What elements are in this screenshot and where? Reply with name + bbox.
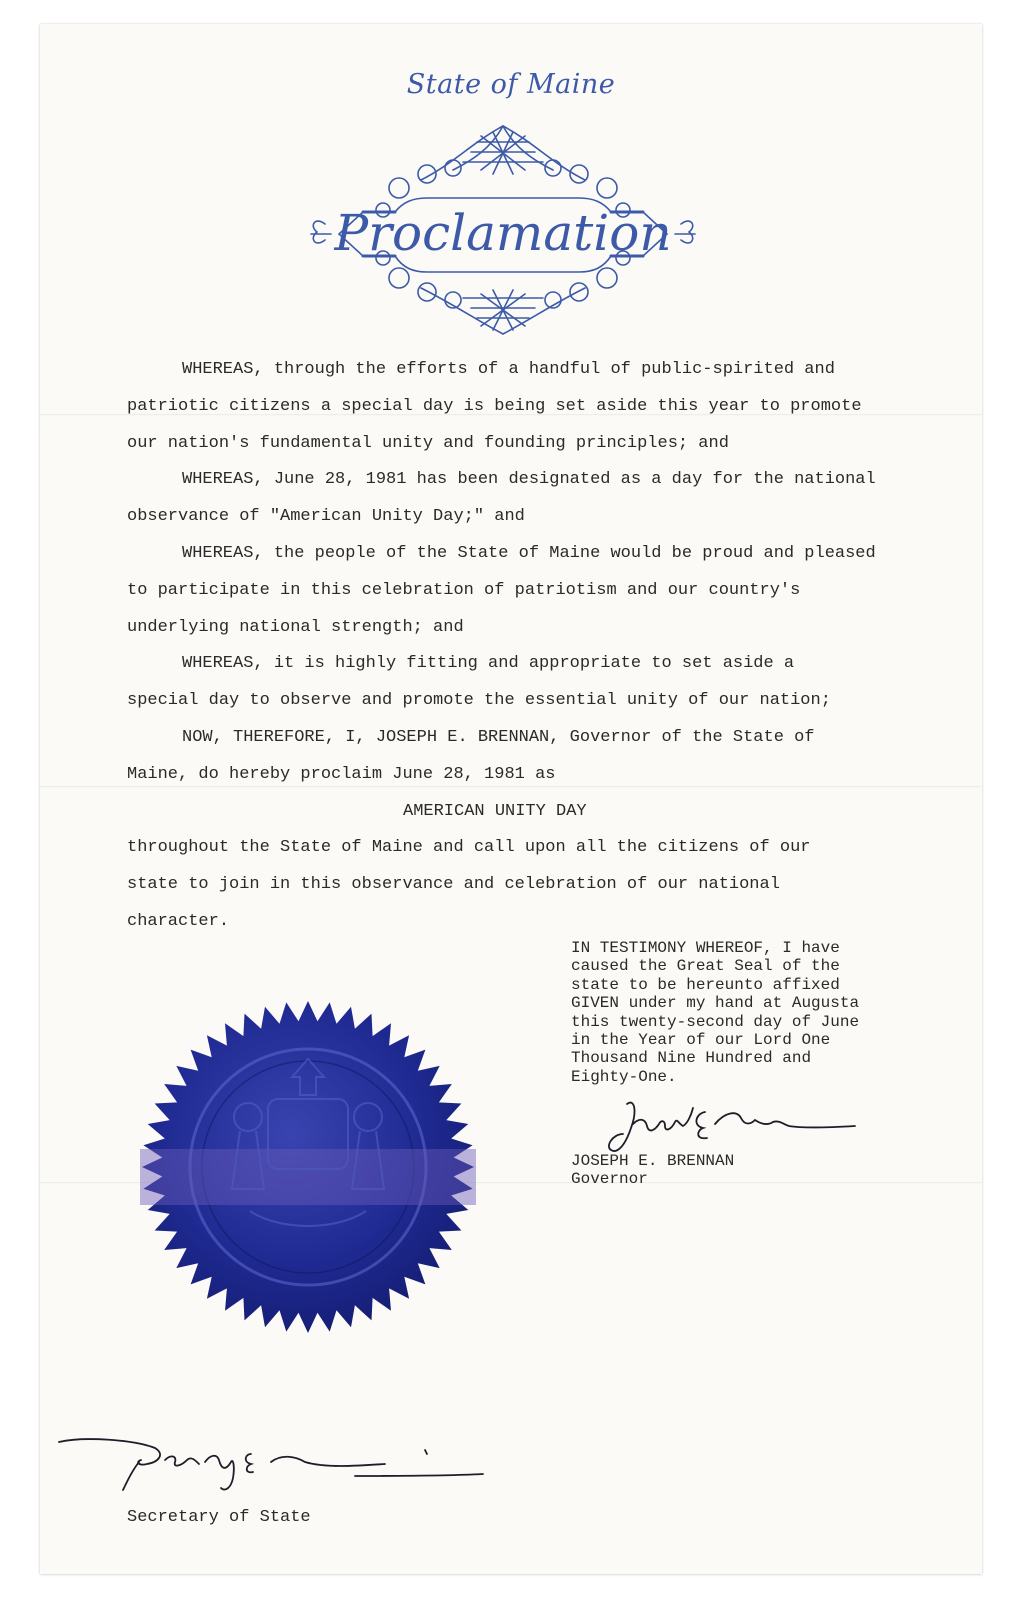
body-line: WHEREAS, the people of the State of Maine would be proud and pleased: [182, 543, 876, 563]
body-line: special day to observe and promote the essential unity of our nation;: [127, 691, 831, 711]
testimony-line: in the Year of our Lord One: [571, 1031, 831, 1050]
governor-title: Governor: [571, 1170, 648, 1189]
testimony-line: GIVEN under my hand at Augusta: [571, 994, 860, 1013]
testimony-line: state to be hereunto affixed: [571, 975, 840, 994]
whereas-paragraph: [127, 352, 947, 462]
body-line: to participate in this celebration of patriotism and our country's: [127, 580, 801, 600]
great-seal: [140, 999, 476, 1335]
testimony-line: caused the Great Seal of the: [571, 957, 840, 976]
body-line: WHEREAS, it is highly fitting and appropriate to set aside a: [182, 654, 795, 674]
whereas-paragraph: [127, 536, 947, 646]
body-line: Maine, do hereby proclaim June 28, 1981 as: [127, 764, 556, 784]
body-line: state to join in this observance and celebration of our national: [127, 875, 780, 895]
testimony-line: IN TESTIMONY WHEREOF, I have: [571, 939, 840, 957]
secretary-title: Secretary of State: [127, 1508, 311, 1527]
body-line: throughout the State of Maine and call upon all the citizens of our: [127, 838, 811, 858]
body-line: observance of "American Unity Day;" and: [127, 507, 525, 527]
body-line: patriotic citizens a special day is being set aside this year to promote: [127, 396, 862, 416]
body-line: our nation's fundamental unity and founding principles; and: [127, 433, 729, 453]
state-heading: State of Maine: [406, 69, 616, 100]
proclamation-title: Proclamation: [334, 204, 672, 262]
whereas-paragraph: [127, 462, 947, 536]
body-line: WHEREAS, June 28, 1981 has been designated as a day for the national: [182, 470, 876, 490]
proclamation-emblem: [303, 112, 703, 337]
body-line: character.: [127, 911, 230, 931]
therefore-paragraph: [127, 720, 947, 794]
governor-name: JOSEPH E. BRENNAN: [571, 1152, 735, 1170]
governor-block: [571, 1152, 734, 1189]
testimony-line: Thousand Nine Hundred and: [571, 1049, 812, 1068]
body-line: WHEREAS, through the efforts of a handful of public-spirited and: [182, 360, 835, 379]
testimony-block: [571, 939, 931, 1086]
closing-paragraph: [127, 830, 947, 940]
body-line: underlying national strength; and: [127, 617, 464, 637]
testimony-line: this twenty-second day of June: [571, 1012, 860, 1031]
body-line: NOW, THEREFORE, I, JOSEPH E. BRENNAN, Governor of the State of: [182, 727, 815, 747]
proclaimed-day: AMERICAN UNITY DAY: [403, 801, 587, 821]
whereas-paragraph: [127, 646, 947, 720]
secretary-signature: [55, 1432, 495, 1504]
proclamation-document: [40, 24, 982, 1574]
proclamation-body: [127, 352, 947, 941]
testimony-line: Eighty-One.: [571, 1067, 677, 1086]
